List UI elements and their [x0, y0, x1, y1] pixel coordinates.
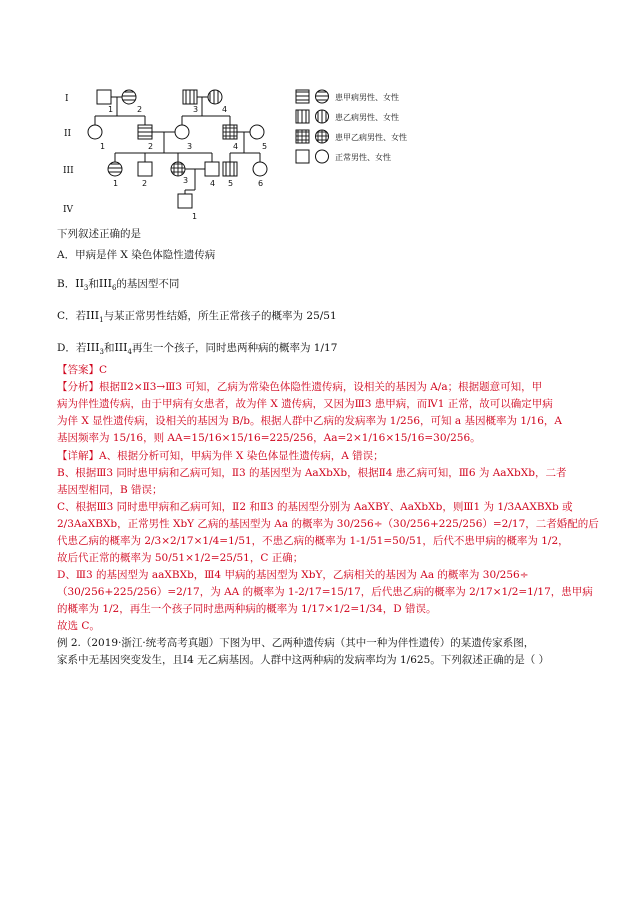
- legend-label: 患乙病男性、女性: [335, 113, 399, 122]
- individual-number: 1: [100, 142, 106, 151]
- individual-number: 3: [187, 142, 193, 151]
- analysis-line: 为伴 X 显性遗传病，设相关的基因为 B/b。根据人群中乙病的发病率为 1/256，可知 a 基因概率为 1/16，A: [57, 415, 562, 427]
- analysis-line: 病为伴性遗传病，由于甲病有女患者，故为伴 X 遗传病，又因为Ⅲ3 患甲病，而Ⅳ1 正常，故可以确定甲病: [57, 398, 553, 410]
- detail-line: （30/256+225/256）=2/17，为 AA 的概率为 1-2/17=15/17，后代患乙病的概率为 2/17×1/2=1/17，患甲病: [57, 586, 593, 598]
- option-d-mid: 和: [103, 342, 115, 354]
- roman-numeral: III: [114, 341, 128, 354]
- generation-label: III: [63, 166, 74, 176]
- generation-label: IV: [63, 205, 74, 215]
- option-c-suffix: 与某正常男性结婚，所生正常孩子的概率为 25/51: [103, 310, 337, 322]
- legend-label: 患甲乙病男性、女性: [335, 133, 407, 142]
- individual-number: 2: [142, 179, 148, 188]
- individual-number: 4: [222, 105, 228, 114]
- roman-numeral: III: [86, 341, 100, 354]
- subscript: 1: [99, 316, 104, 325]
- option-d-prefix: D．若: [57, 342, 87, 354]
- individual-number: 4: [233, 142, 239, 151]
- individual-number: 4: [210, 179, 216, 188]
- option-c-prefix: C．若: [57, 310, 87, 322]
- conclusion: 故选 C。: [57, 620, 100, 632]
- individual-number: 5: [228, 179, 234, 188]
- individual-number: 1: [192, 212, 198, 221]
- legend-label: 患甲病男性、女性: [335, 93, 399, 102]
- detail-line: 2/3AaXBXb，正常男性 XbY 乙病的基因型为 Aa 的概率为 30/256÷（30/256+225/256）=2/17，二者婚配的后: [57, 518, 599, 530]
- analysis-line: 【分析】根据Ⅱ2×Ⅱ3→Ⅲ3 可知，乙病为常染色体隐性遗传病，设相关的基因为 A/a；根据题意可知，甲: [57, 381, 543, 393]
- detail-line: C、根据Ⅲ3 同时患甲病和乙病可知，Ⅱ2 和Ⅱ3 的基因型分别为 AaXBY、AaXbXb，则Ⅲ1 为 1/3AAXBXb 或: [57, 501, 573, 513]
- legend-label: 正常男性、女性: [335, 153, 391, 162]
- detail-line: 故后代正常的概率为 50/51×1/2=25/51，C 正确；: [57, 552, 304, 564]
- subscript: 3: [99, 348, 104, 357]
- option-b: [57, 276, 179, 292]
- individual-number: 5: [262, 142, 268, 151]
- option-b-suffix: 的基因型不同: [116, 278, 180, 290]
- subscript: 3: [83, 284, 89, 293]
- analysis-line: 基因频率为 15/16，则 AA=15/16×15/16=225/256，Aa=2×1/16×15/16=30/256。: [57, 432, 481, 444]
- option-d-suffix: 再生一个孩子，同时患两种病的概率为 1/17: [131, 342, 338, 354]
- roman-numeral: III: [98, 277, 112, 290]
- individual-number: 6: [258, 179, 264, 188]
- detail-line: 基因型相同，B 错误；: [57, 484, 163, 496]
- detail-line: 的概率为 1/2，再生一个孩子同时患两种病的概率为 1/17×1/2=1/34，D 错误。: [57, 603, 437, 615]
- option-d: [57, 340, 337, 356]
- detail-line: D、Ⅲ3 的基因型为 aaXBXb，Ⅲ4 甲病的基因型为 XbY，乙病相关的基因为 Aa 的概率为 30/256÷: [57, 569, 529, 581]
- individual-number: 1: [113, 179, 119, 188]
- answer-label: 【答案】C: [57, 364, 108, 376]
- option-b-mid: 和: [88, 278, 99, 290]
- pedigree-chart: [60, 78, 450, 223]
- question-stem: 下列叙述正确的是: [57, 228, 141, 240]
- detail-line: B、根据Ⅲ3 同时患甲病和乙病可知，Ⅱ3 的基因型为 AaXbXb，根据Ⅱ4 患乙病可知，Ⅲ6 为 AaXbXb，二者: [57, 467, 567, 479]
- example-line: 家系中无基因突变发生，且Ⅰ4 无乙病基因。人群中这两种病的发病率均为 1/625。下列叙述正确的是（ ）: [57, 654, 550, 666]
- individual-number: 3: [183, 176, 189, 185]
- generation-label: II: [64, 129, 72, 139]
- generation-label: I: [65, 94, 69, 104]
- individual-number: 3: [193, 105, 199, 114]
- detail-line: 代患乙病的概率为 2/3×2/17×1/4=1/51，不患乙病的概率为 1-1/51=50/51，后代不患甲病的概率为 1/2，: [57, 535, 569, 547]
- individual-number: 2: [148, 142, 154, 151]
- detail-line: 【详解】A、根据分析可知，甲病为伴 X 染色体显性遗传病，A 错误；: [57, 450, 384, 462]
- subscript: 4: [127, 348, 132, 357]
- individual-number: 2: [137, 105, 143, 114]
- option-a: A．甲病是伴 X 染色体隐性遗传病: [57, 249, 216, 261]
- option-c: [57, 308, 337, 324]
- individual-number: 1: [108, 105, 114, 114]
- option-b-prefix: B．: [57, 278, 76, 290]
- roman-numeral: II: [75, 277, 84, 290]
- subscript: 6: [111, 284, 117, 293]
- roman-numeral: III: [86, 309, 100, 322]
- example-line: 例 2.（2019·浙江·统考高考真题）下图为甲、乙两种遗传病（其中一种为伴性遗传）的某遗传家系图，: [57, 637, 535, 649]
